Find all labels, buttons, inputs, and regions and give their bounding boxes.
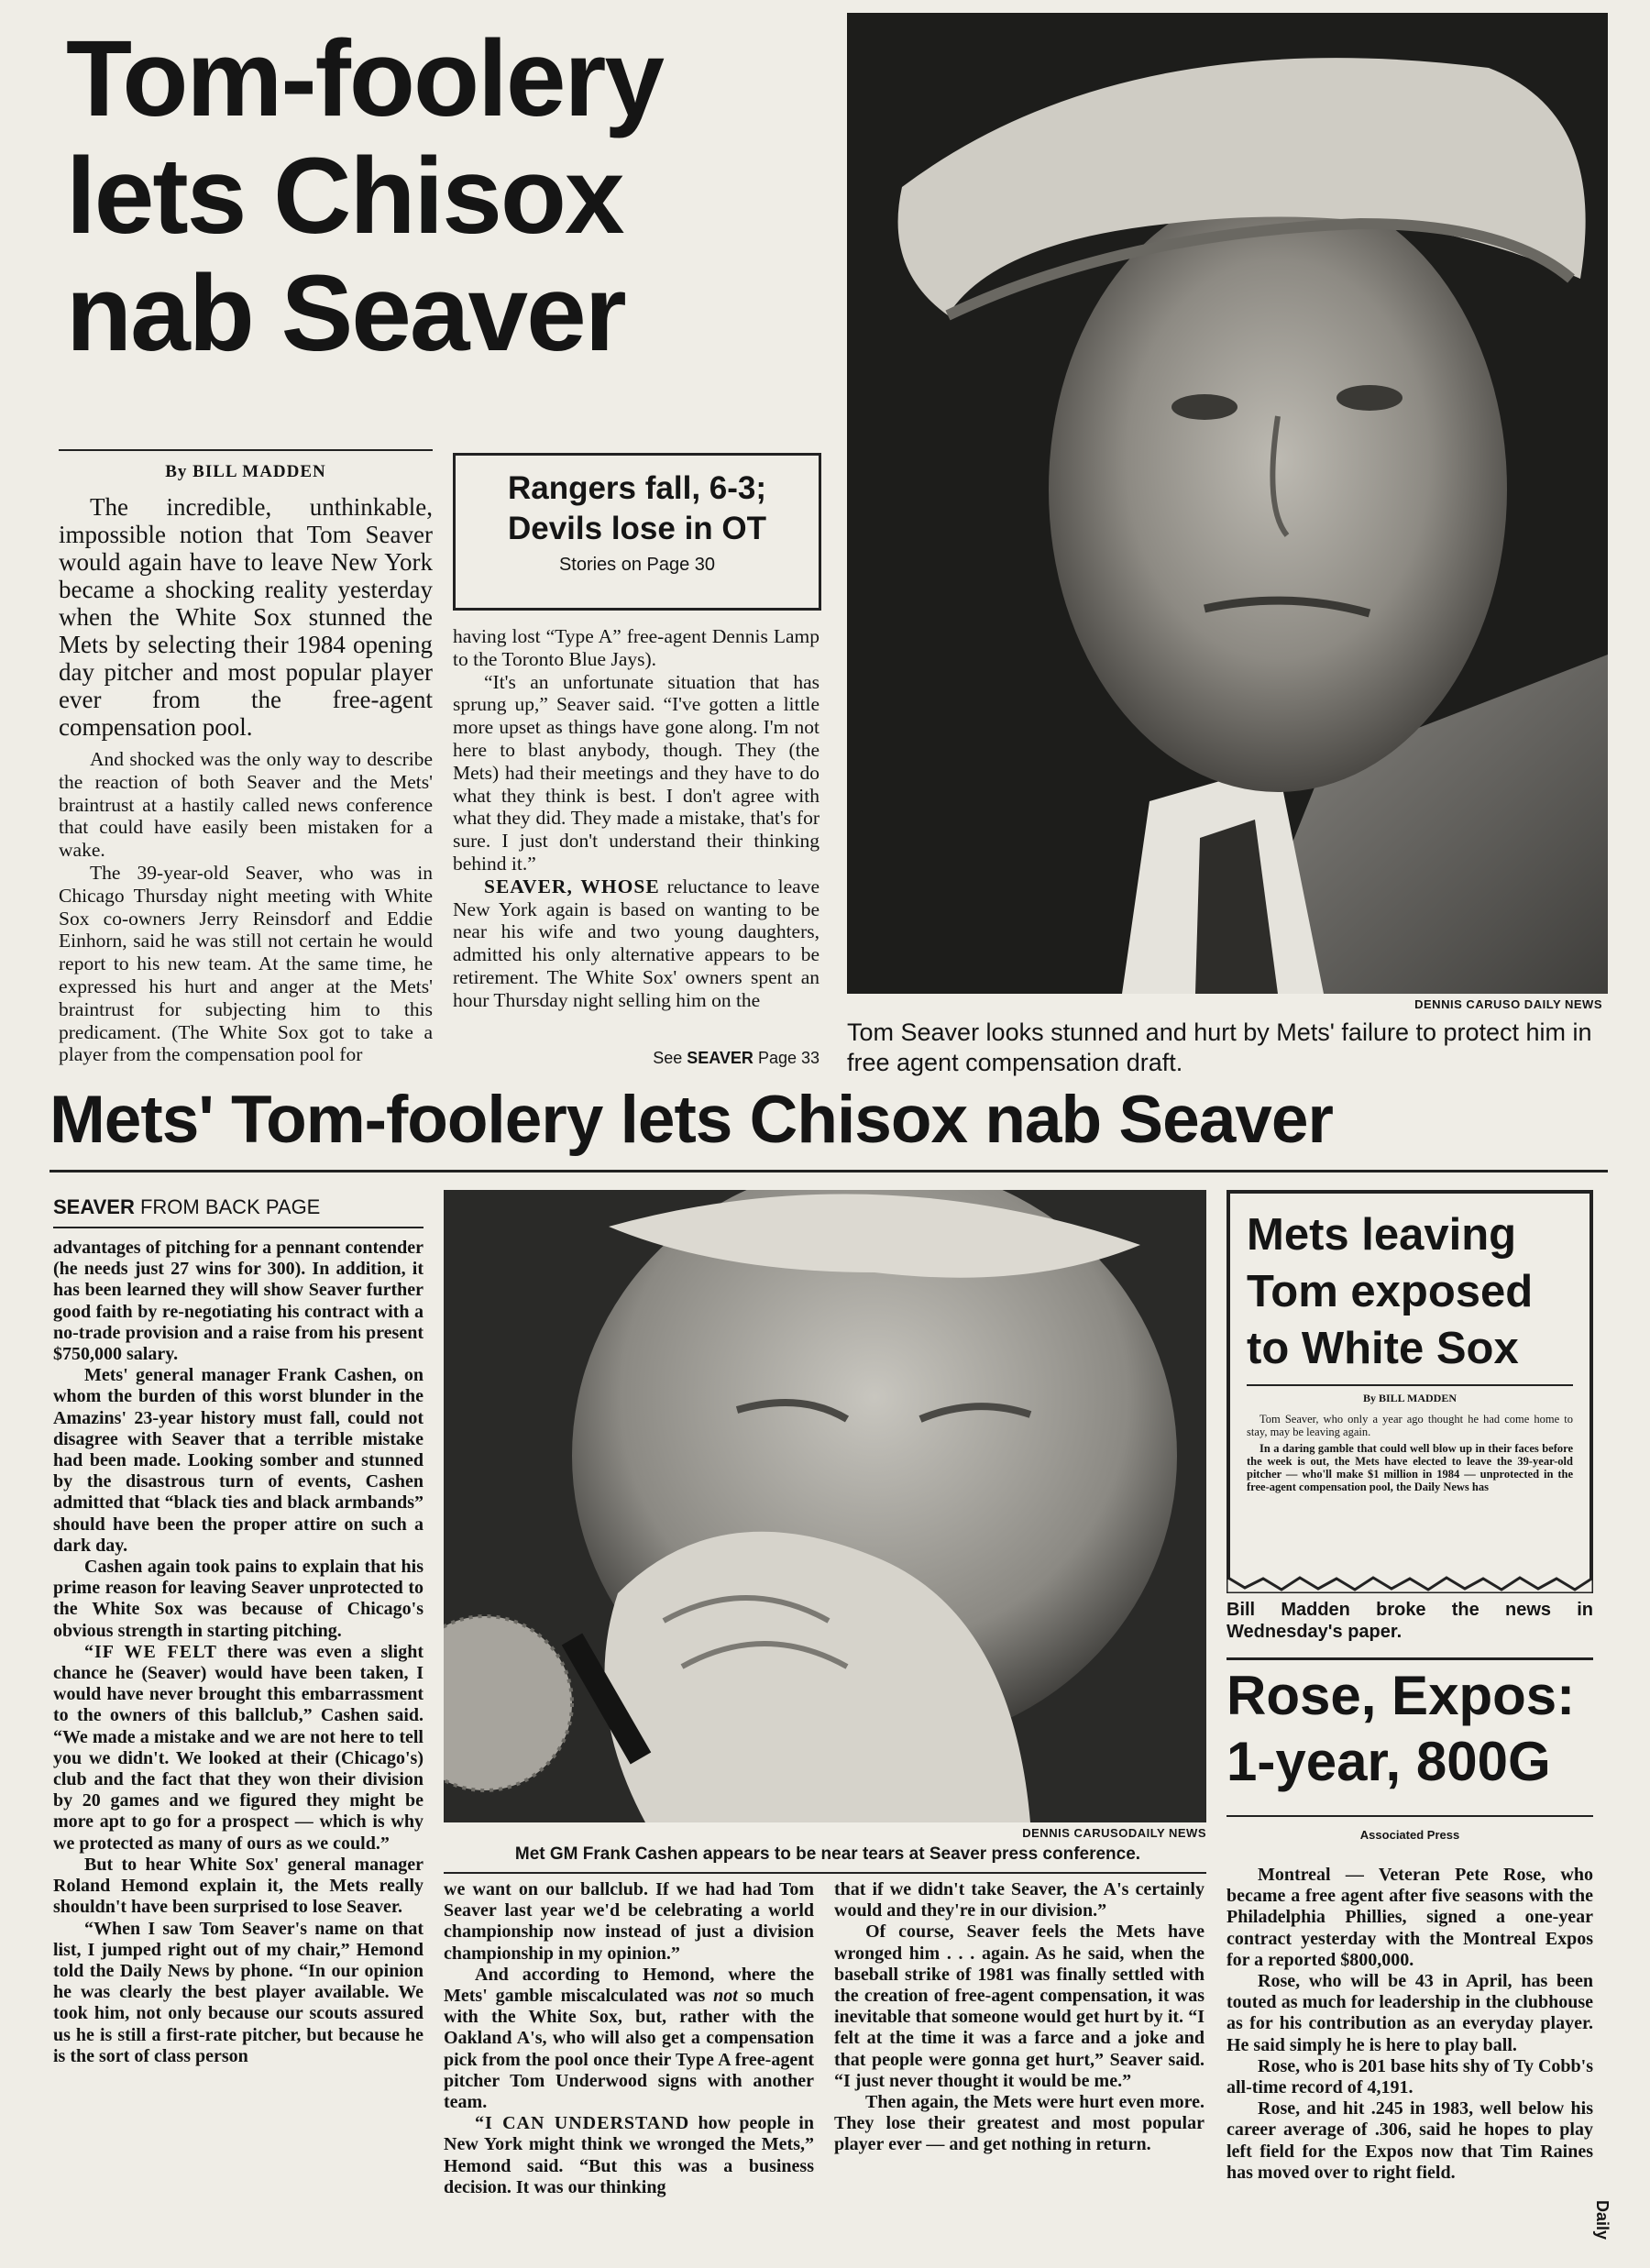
jump-bold: SEAVER (53, 1195, 135, 1218)
top-headline-line-1: Tom-foolery (66, 18, 664, 139)
bottom-col2-paragraph-3 (444, 2113, 814, 2198)
rose-paragraph-3: Rose, who is 201 base hits shy of Ty Cobb's all-time record of 4,191. (1226, 2055, 1593, 2098)
clipping-byline: By BILL MADDEN (1362, 1392, 1458, 1404)
top-headline-line-2: lets Chisox (66, 136, 623, 257)
jump-line (53, 1195, 420, 1219)
top-col1-paragraph-3: The 39-year-old Seaver, who was in Chicago Thursday night meeting with White Sox co-owners Jerry Reinsdorf and Eddie Einhorn, said he was still not certain he would report to his new team. At the same time, he expressed his hurt and anger at the Mets' braintrust for subjecting him to this predicament. (The White Sox got to take a player from the compensation pool for (59, 861, 433, 1066)
see-suffix: Page 33 (757, 1049, 820, 1067)
top-col2-paragraph-1: having lost “Type A” free-agent Dennis Lamp to the Toronto Blue Jays). (453, 625, 820, 670)
bottom-col2-paragraph-2a: And according to Hemond, where the Mets' gamble miscalculated was (444, 1964, 814, 2007)
cashen-photo-illustration (444, 1190, 1206, 1822)
rose-headline (1226, 1663, 1593, 1795)
clipping-rule (1247, 1384, 1573, 1386)
top-byline-rule (59, 449, 433, 451)
margin-text: Daily (1593, 2200, 1612, 2240)
clipping-caption: Bill Madden broke the news in Wednesday's paper. (1226, 1600, 1593, 1642)
see-seaver-jump[interactable] (550, 1049, 820, 1068)
rose-byline-rule (1226, 1815, 1593, 1817)
top-col2-leadin: SEAVER, WHOSE (484, 875, 660, 897)
rangers-devils-box[interactable] (453, 453, 821, 611)
clipping-paragraph-2: In a daring gamble that could well blow up in their faces before the week is out, the Mets have elected to leave the 39-year-old pitcher — who'll make $1 million in 1984 — unprotected in the free-agent compensation pool, the Daily News has (1247, 1442, 1573, 1493)
clipping-torn-edge (1226, 1573, 1593, 1593)
cashen-photo (444, 1190, 1206, 1822)
jump-rule (53, 1227, 424, 1228)
top-byline: By BILL MADDEN (165, 462, 326, 481)
jump-rest: FROM BACK PAGE (134, 1195, 321, 1218)
clipping-headline-line-3: to White Sox (1247, 1324, 1519, 1373)
top-column-1 (59, 493, 433, 1066)
rose-top-rule (1226, 1657, 1593, 1660)
bottom-col1-paragraph-6: “When I saw Tom Seaver's name on that list, I jumped right out of my chair,” Hemond told the Daily News by phone. “In our opinion he was clearly the best player available. We took him, not only because our scouts assured us he is still a first-rate pitcher, but because he is the sort of class person (53, 1918, 424, 2066)
clipping-headline-line-1: Mets leaving (1247, 1210, 1517, 1260)
bottom-column-3 (834, 1879, 1204, 2255)
bottom-col1-paragraph-5: But to hear White Sox' general manager Roland Hemond explain it, the Mets really shouldn't have been surprised to lose Seaver. (53, 1854, 424, 1918)
bottom-column-1 (53, 1238, 424, 2255)
bottom-col3-paragraph-3: Then again, the Mets were hurt even more. They lose their greatest and most popular player ever — and get nothing in return. (834, 2092, 1204, 2155)
seaver-photo-caption: Tom Seaver looks stunned and hurt by Mets' failure to protect him in free agent compensation draft. (847, 1018, 1592, 1076)
bottom-col1-paragraph-2: Mets' general manager Frank Cashen, on whom the burden of this worst blunder in the Amazins' 23-year history must fall, could not disagree with Seaver that a terrible mistake had been made. Looking somber and stunned by the disastrous turn of events, Cashen admitted that “black ties and black armbands” should have been the proper attire on such a dark day. (53, 1365, 424, 1556)
bottom-col2-paragraph-2-italic: not (713, 1986, 738, 2007)
bottom-col2-paragraph-3-text: how people in New York might think we wronged the Mets,” Hemond said. “But this was a business decision. It was our thinking (444, 2113, 814, 2197)
bottom-col1-paragraph-4 (53, 1642, 424, 1855)
top-col2-paragraph-2: “It's an unfortunate situation that has sprung up,” Seaver said. “I've gotten a little more upset as things have gone along. I'm not here to blast anybody, though. They (the Mets) had their meetings and they have to do what they think is best. I don't agree with what they did. They made a mistake, that's for sure. I just don't understand their thinking behind it.” (453, 670, 820, 875)
top-col1-paragraph-1: The incredible, unthinkable, impossible notion that Tom Seaver would again have to leave New York became a shocking reality yesterday when the White Sox stunned the Mets by selecting their 1984 opening day pitcher and most popular player ever from the free-agent compensation pool. (59, 493, 433, 741)
cashen-photo-credit: DENNIS CARUSODAILY NEWS (1022, 1826, 1206, 1840)
rose-paragraph-4: Rose, and hit .245 in 1983, well below his career average of .306, said he hopes to play left field for the Expos now that Tim Raines has moved over to right field. (1226, 2098, 1593, 2183)
bottom-col1-paragraph-1: advantages of pitching for a pennant contender (he needs just 27 wins for 300). In addition, it has been learned they will show Seaver further good faith by re-negotiating his contract with a no-trade provision and a raise from his present $750,000 salary. (53, 1238, 424, 1365)
bottom-col1-leadin: “IF WE FELT (84, 1641, 217, 1662)
bottom-col2-paragraph-2 (444, 1965, 814, 2113)
bottom-col1-paragraph-4-text: there was even a slight chance he (Seaver) would have been taken, I would have never brought this embarrassment to the owners of this ballclub,” Cashen said. “We made a mistake and we are not here to tell you we didn't. We looked at their (Chicago's) club and the fact that they won their division by 20 games and we figured they might be more apt to go for a prospect — which is why we protected as many of ours as we could.” (53, 1641, 424, 1854)
clipping-headline-line-2: Tom exposed (1247, 1267, 1534, 1316)
top-col2-paragraph-3-text: reluctance to leave New York again is based on wanting to be near his wife and two young daughters, admitted his only alternative appears to be retirement. The White Sox' owners spent an hour Thursday night selling him on the (453, 875, 820, 1011)
rose-paragraph-2: Rose, who will be 43 in April, has been touted as much for leadership in the clubhouse as for his contribution as an everyday player. He said simply he is here to play ball. (1226, 1971, 1593, 2055)
rangers-box-line-2: Devils lose in OT (507, 511, 767, 546)
top-col2-paragraph-3 (453, 875, 820, 1012)
rose-paragraph-1: Montreal — Veteran Pete Rose, who became a free agent after five seasons with the Philadelphia Phillies, signed a one-year contract yesterday with the Montreal Expos for a reported $800,000. (1226, 1865, 1593, 1970)
bottom-headline-rule (50, 1170, 1608, 1173)
bottom-col2-leadin: “I CAN UNDERSTAND (475, 2113, 690, 2134)
see-prefix: See (653, 1049, 683, 1067)
clipping-headline (1247, 1206, 1573, 1377)
bottom-col3-paragraph-2: Of course, Seaver feels the Mets have wronged him . . . again. As he said, when the baseball strike of 1981 was finally settled with the creation of free-agent compensation, it was inevitable that someone would get hurt by it. “I felt at the time it was a farce and a joke and that people were gonna get hurt,” Seaver said. “I just never thought it would be me.” (834, 1921, 1204, 2091)
rangers-box-line-1: Rangers fall, 6-3; (507, 470, 767, 506)
cashen-caption-rule (444, 1872, 1206, 1874)
top-headline-line-3: nab Seaver (66, 253, 625, 374)
top-column-2 (453, 625, 820, 1051)
rose-headline-line-2: 1-year, 800G (1226, 1731, 1551, 1792)
bottom-col3-paragraph-1: that if we didn't take Seaver, the A's certainly would and they're in our division.” (834, 1879, 1204, 1921)
bottom-col2-paragraph-1: we want on our ballclub. If we had had Tom Seaver last year we'd be celebrating a world championship now instead of just a division championship in my opinion.” (444, 1879, 814, 1964)
seaver-photo-credit: DENNIS CARUSO DAILY NEWS (1414, 997, 1602, 1011)
bottom-column-2 (444, 1879, 814, 2255)
rangers-box-line-3: Stories on Page 30 (558, 555, 716, 575)
cashen-photo-caption: Met GM Frank Cashen appears to be near tears at Seaver press conference. (514, 1844, 1141, 1864)
rose-headline-line-1: Rose, Expos: (1226, 1665, 1576, 1726)
bottom-col1-paragraph-3: Cashen again took pains to explain that his prime reason for leaving Seaver unprotected to the White Sox was because of Chicago's obvious strength in starting pitching. (53, 1557, 424, 1641)
mets-leaving-clipping[interactable] (1226, 1190, 1593, 1591)
bottom-headline: Mets' Tom-foolery lets Chisox nab Seaver (50, 1083, 1333, 1157)
top-headline (66, 20, 854, 372)
seaver-photo-illustration (847, 13, 1608, 994)
rose-byline: Associated Press (1359, 1828, 1460, 1842)
see-bold: SEAVER (687, 1049, 754, 1067)
bottom-col2-paragraph-2b: so much with the White Sox, but, rather with the Oakland A's, who will also get a compensation pick from the pool once their Type A free-agent pitcher Tom Underwood signs with another team. (444, 1986, 814, 2113)
seaver-photo (847, 13, 1608, 994)
rose-column (1226, 1865, 1593, 2259)
clipping-paragraph-1: Tom Seaver, who only a year ago thought he had come home to stay, may be leaving again. (1247, 1413, 1573, 1438)
top-col1-paragraph-2: And shocked was the only way to describe the reaction of both Seaver and the Mets' braintrust at a hastily called news conference that could have easily been mistaken for a wake. (59, 748, 433, 862)
